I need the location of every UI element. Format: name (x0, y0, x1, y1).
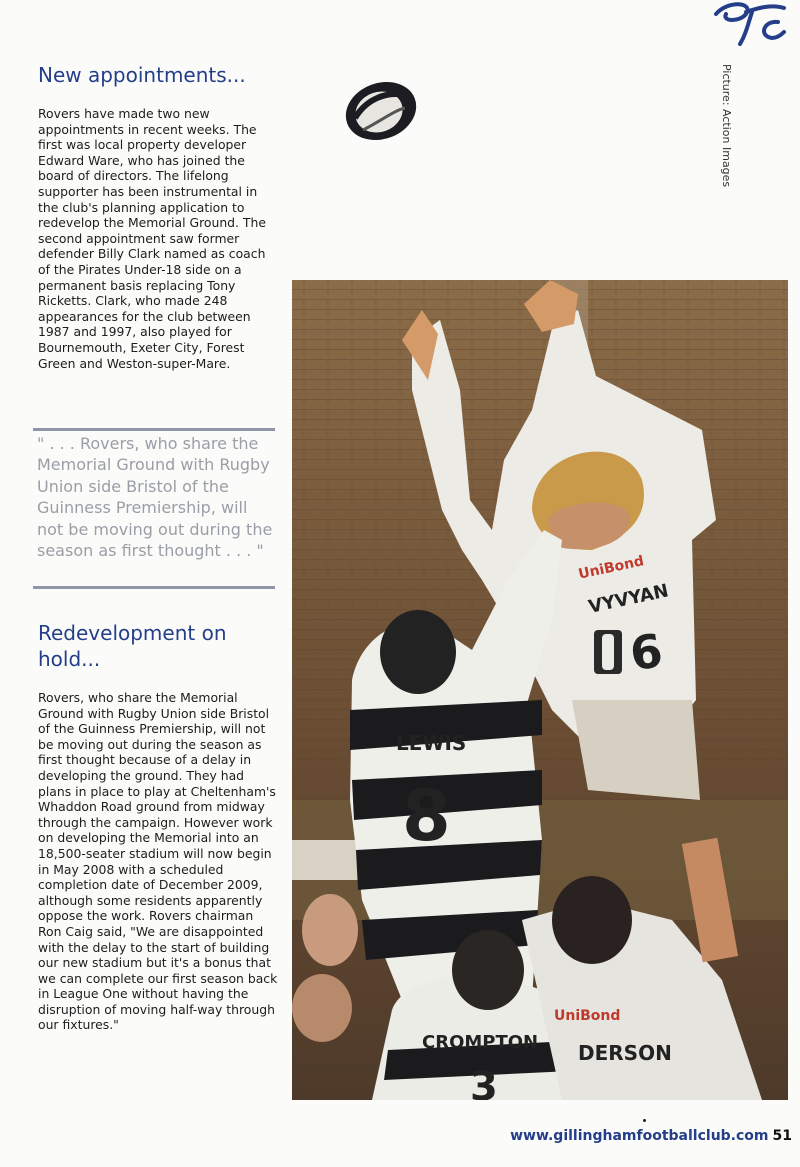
heading-new-appointments: New appointments... (38, 63, 246, 87)
heading-redevelopment: Redevelopment on hold... (38, 621, 227, 671)
footer-url: www.gillinghamfootballclub.com (510, 1128, 769, 1144)
pullquote-top-rule (33, 428, 275, 431)
rugby-ball-image (343, 78, 419, 144)
jersey-number-8: 8 (402, 775, 451, 857)
club-monogram-logo (706, 0, 790, 46)
article-body-redevelopment: Rovers, who share the Memorial Ground with Rugby Union side Bristol of the Guinness Premiership, will not be moving out during the season as first thought because of a delay in developing the ground. They had plans in place to play at Cheltenham's Whaddon Road ground from midway through the campaign. However work on developing the Memorial into an 18,500-seater stadium will now begin in May 2008 with a scheduled completion date of December 2009, although some residents apparently oppose the work. Rovers chairman Ron Caig said, "We are disappointed with the delay to the start of building our new stadium but it's a bonus that we can complete our first season back in League One without having the disruption of moving half-way through our fixtures." (38, 690, 278, 1033)
jersey-name-derson: DERSON (578, 1041, 672, 1065)
jersey-name-lewis: LEWIS (396, 731, 467, 755)
jersey-number-6: 6 (626, 623, 666, 682)
pull-quote: " . . . Rovers, who share the Memorial Ground with Rugby Union side Bristol of the Guinness Premiership, will not be moving out during the season as first thought . . . " (37, 434, 273, 561)
print-speck (643, 1119, 646, 1122)
article-body-appointments: Rovers have made two new appointments in recent weeks. The first was local property developer Edward Ware, who has joined the board of directors. The lifelong supporter has been instrumental in the club's planning application to redevelop the Memorial Ground. The second appointment saw former defender Billy Clark named as coach of the Pirates Under-18 side on a permanent basis replacing Tony Ricketts. Clark, who made 248 appearances for the club between 1987 and 1997, also played for Bournemouth, Exeter City, Forest Green and Weston-super-Mare. (38, 106, 266, 371)
pullquote-bottom-rule (33, 586, 275, 589)
jersey-name-crompton: CROMPTON (422, 1032, 539, 1053)
rugby-lineout-photo (292, 280, 788, 1100)
jersey-sponsor-top: UniBond (577, 553, 646, 583)
jersey-name-vyvyan: VYVYAN (586, 580, 671, 618)
jersey-sponsor-bottom: UniBond (554, 1008, 621, 1024)
page-number: 51 (772, 1128, 792, 1144)
page-footer (510, 1128, 792, 1144)
photo-credit: Picture: Action Images (720, 64, 733, 188)
jersey-number-3: 3 (470, 1064, 498, 1100)
